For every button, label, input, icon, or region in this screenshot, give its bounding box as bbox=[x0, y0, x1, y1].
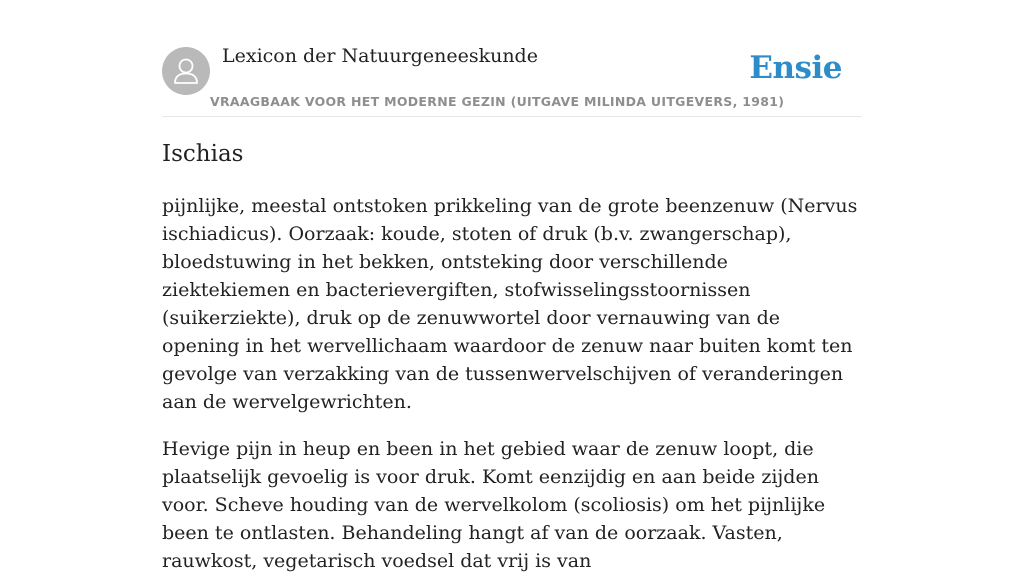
article bbox=[162, 138, 862, 575]
ensie-logo-link[interactable]: Ensie bbox=[749, 50, 842, 86]
article-paragraph: pijnlijke, meestal ontstoken prikkeling van de grote beenzenuw (Nervus ischiadicus). Oorzaak: koude, stoten of druk (b.v. zwangerschap), bloedstuwing in het bekken, ontsteking door verschillende ziektekiemen en bacterievergiften, stofwisselingsstoornissen (suikerziekte), druk op de zenuwwortel door vernauwing van de opening in het wervellichaam waardoor de zenuw naar buiten komt ten gevolge van verzakking van de tussenwervelschijven of veranderingen aan de wervelgewrichten. bbox=[162, 195, 858, 413]
lexicon-subtitle: VRAAGBAAK VOOR HET MODERNE GEZIN (UITGAVE MILINDA UITGEVERS, 1981) bbox=[210, 94, 785, 109]
user-placeholder-icon[interactable] bbox=[162, 47, 210, 95]
lexicon-title[interactable]: Lexicon der Natuurgeneeskunde bbox=[222, 45, 538, 67]
lexicon-header bbox=[162, 0, 862, 117]
article-term: Ischias bbox=[162, 141, 244, 167]
article-paragraph: Hevige pijn in heup en been in het gebied waar de zenuw loopt, die plaatselijk gevoelig is voor druk. Komt eenzijdig en aan beide zijden voor. Scheve houding van de wervelkolom (scoliosis) om het pijnlijke been te ontlasten. Behandeling hangt af van de oorzaak. Vasten, rauwkost, vegetarisch voedsel dat vrij is van bbox=[162, 438, 826, 572]
